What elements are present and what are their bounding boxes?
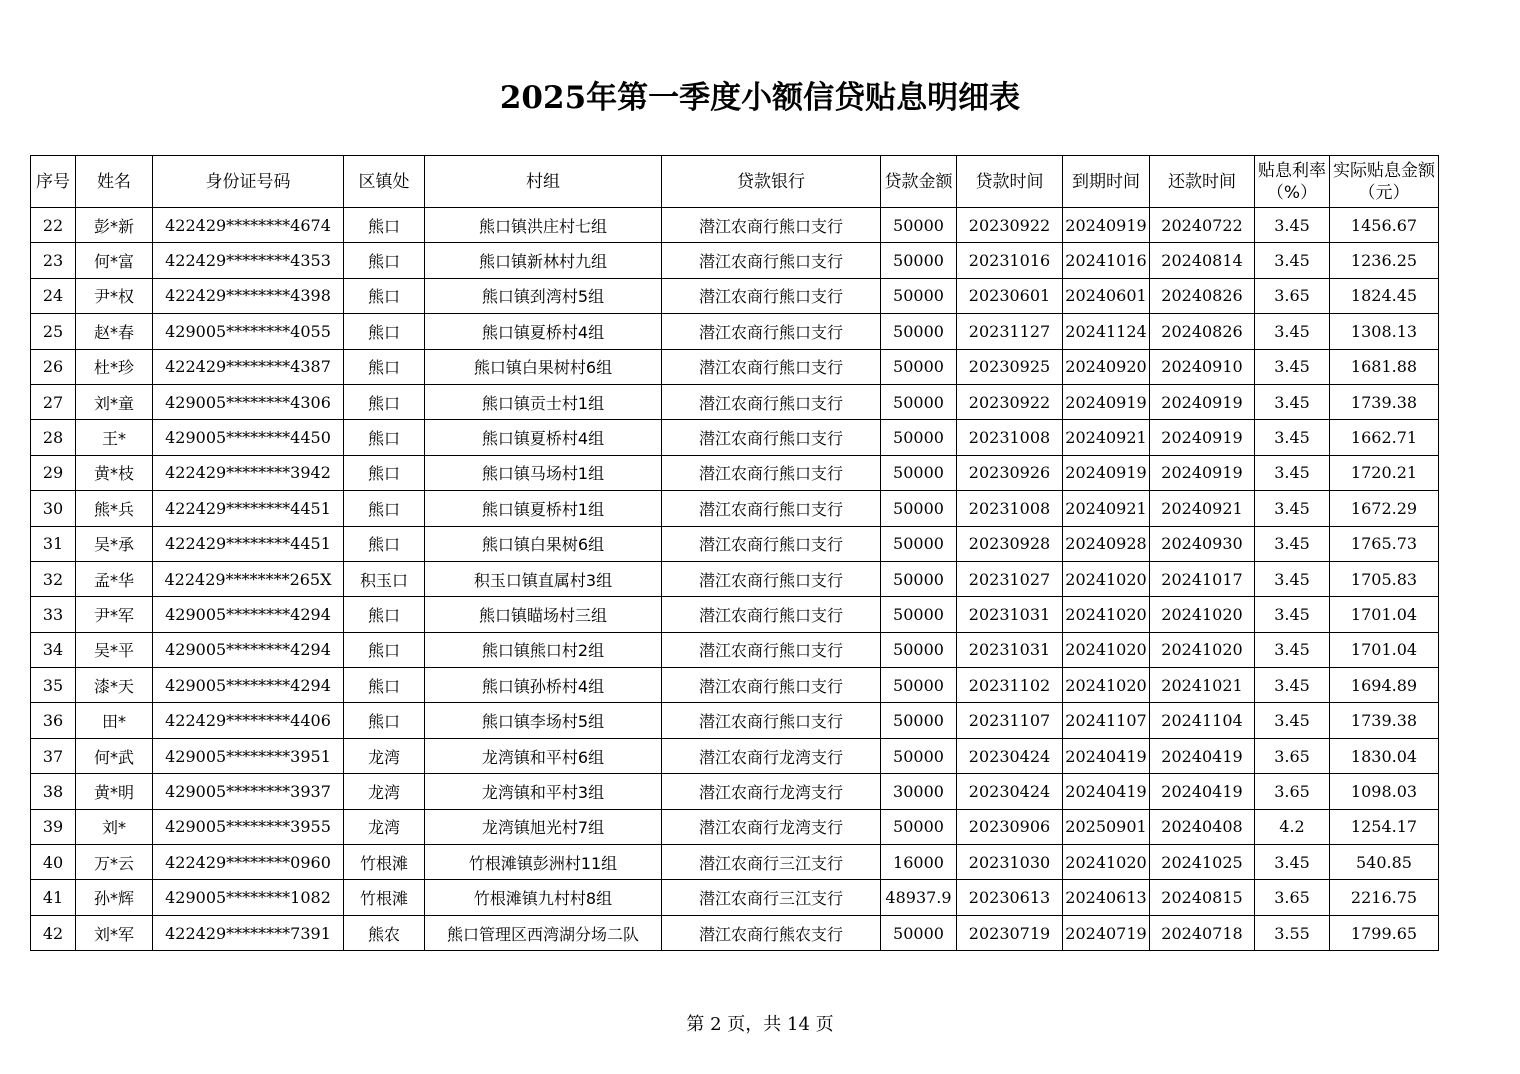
- cell-bank: 潜江农商行熊农支行: [662, 915, 881, 950]
- cell-due-date: 20241016: [1063, 243, 1150, 278]
- cell-loan-date: 20230928: [957, 526, 1063, 561]
- table-row: [31, 597, 1439, 632]
- cell-bank: 潜江农商行熊口支行: [662, 561, 881, 596]
- cell-index: 22: [31, 208, 76, 243]
- cell-id-number: 422429********265X: [153, 561, 344, 596]
- cell-loan-date: 20230922: [957, 384, 1063, 419]
- cell-subsidy-amount: 1662.71: [1330, 420, 1439, 455]
- cell-repay-date: 20240921: [1150, 491, 1255, 526]
- cell-subsidy-rate: 3.45: [1255, 597, 1330, 632]
- cell-bank: 潜江农商行熊口支行: [662, 703, 881, 738]
- cell-due-date: 20240928: [1063, 526, 1150, 561]
- cell-index: 35: [31, 668, 76, 703]
- table-row: [31, 632, 1439, 667]
- cell-index: 28: [31, 420, 76, 455]
- cell-subsidy-rate: 3.45: [1255, 208, 1330, 243]
- cell-subsidy-amount: 1254.17: [1330, 809, 1439, 844]
- cell-id-number: 422429********4674: [153, 208, 344, 243]
- cell-due-date: 20240919: [1063, 208, 1150, 243]
- cell-loan-date: 20231127: [957, 314, 1063, 349]
- cell-repay-date: 20240408: [1150, 809, 1255, 844]
- cell-subsidy-rate: 3.45: [1255, 526, 1330, 561]
- cell-id-number: 429005********4306: [153, 384, 344, 419]
- cell-subsidy-amount: 1456.67: [1330, 208, 1439, 243]
- cell-due-date: 20241020: [1063, 845, 1150, 880]
- cell-index: 34: [31, 632, 76, 667]
- header-index: 序号: [31, 156, 76, 208]
- cell-loan-date: 20230922: [957, 208, 1063, 243]
- cell-subsidy-amount: 1824.45: [1330, 278, 1439, 313]
- cell-repay-date: 20240419: [1150, 774, 1255, 809]
- cell-index: 23: [31, 243, 76, 278]
- cell-loan-date: 20231008: [957, 491, 1063, 526]
- table-row: [31, 915, 1439, 950]
- cell-subsidy-amount: 1739.38: [1330, 703, 1439, 738]
- cell-index: 26: [31, 349, 76, 384]
- cell-bank: 潜江农商行龙湾支行: [662, 809, 881, 844]
- cell-district: 竹根滩: [344, 880, 425, 915]
- cell-name: 万*云: [76, 845, 153, 880]
- header-name: 姓名: [76, 156, 153, 208]
- cell-bank: 潜江农商行熊口支行: [662, 526, 881, 561]
- cell-village-group: 熊口镇白果树6组: [425, 526, 662, 561]
- table-header-row: [31, 156, 1439, 208]
- table-row: [31, 845, 1439, 880]
- cell-index: 38: [31, 774, 76, 809]
- cell-loan-date: 20231027: [957, 561, 1063, 596]
- cell-subsidy-amount: 1098.03: [1330, 774, 1439, 809]
- cell-index: 30: [31, 491, 76, 526]
- cell-bank: 潜江农商行熊口支行: [662, 208, 881, 243]
- cell-loan-amount: 50000: [881, 915, 957, 950]
- cell-loan-amount: 50000: [881, 314, 957, 349]
- cell-village-group: 积玉口镇直属村3组: [425, 561, 662, 596]
- cell-subsidy-amount: 540.85: [1330, 845, 1439, 880]
- cell-bank: 潜江农商行熊口支行: [662, 314, 881, 349]
- cell-subsidy-rate: 3.45: [1255, 703, 1330, 738]
- cell-bank: 潜江农商行熊口支行: [662, 243, 881, 278]
- cell-loan-amount: 50000: [881, 208, 957, 243]
- cell-village-group: 熊口镇孙桥村4组: [425, 668, 662, 703]
- cell-bank: 潜江农商行三江支行: [662, 845, 881, 880]
- cell-name: 刘*军: [76, 915, 153, 950]
- cell-id-number: 429005********1082: [153, 880, 344, 915]
- cell-village-group: 熊口镇夏桥村1组: [425, 491, 662, 526]
- cell-id-number: 422429********4387: [153, 349, 344, 384]
- cell-index: 24: [31, 278, 76, 313]
- table-row: [31, 491, 1439, 526]
- cell-id-number: 422429********0960: [153, 845, 344, 880]
- cell-loan-date: 20231008: [957, 420, 1063, 455]
- cell-district: 熊口: [344, 208, 425, 243]
- cell-name: 黄*明: [76, 774, 153, 809]
- cell-loan-amount: 50000: [881, 243, 957, 278]
- cell-district: 熊农: [344, 915, 425, 950]
- cell-due-date: 20240719: [1063, 915, 1150, 950]
- cell-bank: 潜江农商行熊口支行: [662, 668, 881, 703]
- cell-id-number: 429005********3955: [153, 809, 344, 844]
- table-row: [31, 738, 1439, 773]
- cell-subsidy-amount: 1830.04: [1330, 738, 1439, 773]
- cell-subsidy-rate: 3.45: [1255, 314, 1330, 349]
- header-village-group: 村组: [425, 156, 662, 208]
- cell-name: 彭*新: [76, 208, 153, 243]
- cell-village-group: 熊口镇瞄场村三组: [425, 597, 662, 632]
- table-row: [31, 561, 1439, 596]
- page-footer: 第 2 页，共 14 页: [686, 1014, 834, 1035]
- table-row: [31, 774, 1439, 809]
- cell-id-number: 422429********4398: [153, 278, 344, 313]
- cell-name: 田*: [76, 703, 153, 738]
- cell-loan-date: 20230424: [957, 738, 1063, 773]
- cell-name: 孟*华: [76, 561, 153, 596]
- cell-village-group: 熊口镇夏桥村4组: [425, 420, 662, 455]
- cell-subsidy-amount: 1681.88: [1330, 349, 1439, 384]
- cell-district: 熊口: [344, 349, 425, 384]
- cell-repay-date: 20240910: [1150, 349, 1255, 384]
- cell-bank: 潜江农商行熊口支行: [662, 491, 881, 526]
- cell-district: 熊口: [344, 526, 425, 561]
- cell-index: 31: [31, 526, 76, 561]
- cell-id-number: 429005********4450: [153, 420, 344, 455]
- cell-due-date: 20240613: [1063, 880, 1150, 915]
- cell-village-group: 熊口镇夏桥村4组: [425, 314, 662, 349]
- cell-loan-date: 20230601: [957, 278, 1063, 313]
- cell-subsidy-amount: 1701.04: [1330, 632, 1439, 667]
- cell-repay-date: 20241017: [1150, 561, 1255, 596]
- cell-due-date: 20241020: [1063, 597, 1150, 632]
- cell-name: 吴*平: [76, 632, 153, 667]
- table-row: [31, 208, 1439, 243]
- cell-subsidy-rate: 3.55: [1255, 915, 1330, 950]
- cell-village-group: 熊口镇马场村1组: [425, 455, 662, 490]
- table-row: [31, 278, 1439, 313]
- cell-district: 熊口: [344, 278, 425, 313]
- cell-name: 王*: [76, 420, 153, 455]
- cell-loan-amount: 50000: [881, 278, 957, 313]
- cell-district: 龙湾: [344, 738, 425, 773]
- cell-loan-date: 20231030: [957, 845, 1063, 880]
- cell-village-group: 熊口镇新林村九组: [425, 243, 662, 278]
- cell-repay-date: 20241021: [1150, 668, 1255, 703]
- cell-loan-amount: 50000: [881, 349, 957, 384]
- cell-due-date: 20250901: [1063, 809, 1150, 844]
- cell-name: 尹*权: [76, 278, 153, 313]
- cell-due-date: 20240921: [1063, 420, 1150, 455]
- cell-bank: 潜江农商行熊口支行: [662, 384, 881, 419]
- cell-loan-amount: 50000: [881, 668, 957, 703]
- cell-name: 赵*春: [76, 314, 153, 349]
- cell-index: 42: [31, 915, 76, 950]
- cell-repay-date: 20240930: [1150, 526, 1255, 561]
- cell-loan-amount: 50000: [881, 632, 957, 667]
- cell-index: 39: [31, 809, 76, 844]
- cell-district: 熊口: [344, 597, 425, 632]
- cell-village-group: 熊口镇白果树村6组: [425, 349, 662, 384]
- cell-index: 25: [31, 314, 76, 349]
- cell-id-number: 429005********4294: [153, 668, 344, 703]
- cell-loan-date: 20231107: [957, 703, 1063, 738]
- cell-bank: 潜江农商行龙湾支行: [662, 774, 881, 809]
- cell-loan-amount: 50000: [881, 597, 957, 632]
- cell-repay-date: 20240826: [1150, 314, 1255, 349]
- cell-repay-date: 20241104: [1150, 703, 1255, 738]
- cell-index: 40: [31, 845, 76, 880]
- cell-loan-date: 20230925: [957, 349, 1063, 384]
- cell-district: 熊口: [344, 455, 425, 490]
- cell-village-group: 竹根滩镇九村村8组: [425, 880, 662, 915]
- table-row: [31, 384, 1439, 419]
- cell-district: 熊口: [344, 668, 425, 703]
- cell-bank: 潜江农商行熊口支行: [662, 632, 881, 667]
- header-subsidy-amount: 实际贴息金额（元）: [1330, 156, 1439, 208]
- cell-name: 黄*枝: [76, 455, 153, 490]
- table-row: [31, 349, 1439, 384]
- cell-id-number: 422429********4406: [153, 703, 344, 738]
- cell-due-date: 20241124: [1063, 314, 1150, 349]
- cell-repay-date: 20240419: [1150, 738, 1255, 773]
- cell-loan-date: 20230613: [957, 880, 1063, 915]
- cell-due-date: 20240419: [1063, 774, 1150, 809]
- cell-district: 熊口: [344, 314, 425, 349]
- cell-repay-date: 20240815: [1150, 880, 1255, 915]
- cell-id-number: 422429********4353: [153, 243, 344, 278]
- cell-repay-date: 20240718: [1150, 915, 1255, 950]
- cell-bank: 潜江农商行熊口支行: [662, 278, 881, 313]
- table-row: [31, 703, 1439, 738]
- table-row: [31, 420, 1439, 455]
- cell-loan-date: 20231031: [957, 632, 1063, 667]
- header-repay-date: 还款时间: [1150, 156, 1255, 208]
- cell-subsidy-rate: 3.45: [1255, 349, 1330, 384]
- cell-repay-date: 20241020: [1150, 632, 1255, 667]
- cell-repay-date: 20240919: [1150, 384, 1255, 419]
- cell-subsidy-amount: 1672.29: [1330, 491, 1439, 526]
- cell-subsidy-rate: 3.45: [1255, 668, 1330, 703]
- cell-bank: 潜江农商行熊口支行: [662, 420, 881, 455]
- cell-id-number: 422429********3942: [153, 455, 344, 490]
- cell-village-group: 龙湾镇旭光村7组: [425, 809, 662, 844]
- cell-district: 熊口: [344, 632, 425, 667]
- cell-name: 刘*: [76, 809, 153, 844]
- cell-name: 何*武: [76, 738, 153, 773]
- cell-due-date: 20241107: [1063, 703, 1150, 738]
- cell-district: 熊口: [344, 491, 425, 526]
- cell-name: 吴*承: [76, 526, 153, 561]
- cell-index: 36: [31, 703, 76, 738]
- table-row: [31, 526, 1439, 561]
- cell-name: 杜*珍: [76, 349, 153, 384]
- cell-subsidy-amount: 1236.25: [1330, 243, 1439, 278]
- cell-loan-amount: 50000: [881, 703, 957, 738]
- cell-district: 龙湾: [344, 774, 425, 809]
- cell-repay-date: 20240826: [1150, 278, 1255, 313]
- cell-due-date: 20240920: [1063, 349, 1150, 384]
- cell-subsidy-rate: 3.65: [1255, 738, 1330, 773]
- cell-subsidy-amount: 1694.89: [1330, 668, 1439, 703]
- cell-repay-date: 20241025: [1150, 845, 1255, 880]
- cell-loan-amount: 50000: [881, 526, 957, 561]
- cell-district: 熊口: [344, 384, 425, 419]
- cell-district: 积玉口: [344, 561, 425, 596]
- cell-subsidy-amount: 1308.13: [1330, 314, 1439, 349]
- cell-repay-date: 20240919: [1150, 455, 1255, 490]
- cell-bank: 潜江农商行熊口支行: [662, 349, 881, 384]
- cell-district: 熊口: [344, 703, 425, 738]
- cell-due-date: 20240921: [1063, 491, 1150, 526]
- cell-district: 竹根滩: [344, 845, 425, 880]
- cell-village-group: 龙湾镇和平村6组: [425, 738, 662, 773]
- header-id-number: 身份证号码: [153, 156, 344, 208]
- table-row: [31, 880, 1439, 915]
- cell-id-number: 429005********4294: [153, 597, 344, 632]
- cell-subsidy-amount: 1739.38: [1330, 384, 1439, 419]
- cell-id-number: 429005********3937: [153, 774, 344, 809]
- table-row: [31, 314, 1439, 349]
- cell-name: 何*富: [76, 243, 153, 278]
- header-district: 区镇处: [344, 156, 425, 208]
- cell-loan-date: 20230424: [957, 774, 1063, 809]
- cell-loan-date: 20230719: [957, 915, 1063, 950]
- header-due-date: 到期时间: [1063, 156, 1150, 208]
- cell-repay-date: 20240722: [1150, 208, 1255, 243]
- cell-id-number: 422429********4451: [153, 526, 344, 561]
- cell-due-date: 20241020: [1063, 668, 1150, 703]
- cell-index: 33: [31, 597, 76, 632]
- cell-village-group: 熊口镇洪庄村七组: [425, 208, 662, 243]
- cell-id-number: 429005********4055: [153, 314, 344, 349]
- cell-subsidy-rate: 4.2: [1255, 809, 1330, 844]
- cell-subsidy-amount: 1705.83: [1330, 561, 1439, 596]
- table-row: [31, 455, 1439, 490]
- cell-bank: 潜江农商行熊口支行: [662, 597, 881, 632]
- cell-name: 孙*辉: [76, 880, 153, 915]
- header-bank: 贷款银行: [662, 156, 881, 208]
- cell-id-number: 422429********4451: [153, 491, 344, 526]
- cell-village-group: 熊口镇熊口村2组: [425, 632, 662, 667]
- cell-village-group: 熊口镇李场村5组: [425, 703, 662, 738]
- cell-loan-amount: 50000: [881, 491, 957, 526]
- cell-subsidy-rate: 3.45: [1255, 243, 1330, 278]
- cell-subsidy-amount: 1701.04: [1330, 597, 1439, 632]
- cell-subsidy-rate: 3.45: [1255, 845, 1330, 880]
- cell-repay-date: 20241020: [1150, 597, 1255, 632]
- cell-index: 37: [31, 738, 76, 773]
- cell-due-date: 20240919: [1063, 384, 1150, 419]
- cell-id-number: 429005********4294: [153, 632, 344, 667]
- cell-subsidy-rate: 3.45: [1255, 561, 1330, 596]
- cell-index: 41: [31, 880, 76, 915]
- cell-village-group: 竹根滩镇彭洲村11组: [425, 845, 662, 880]
- cell-bank: 潜江农商行熊口支行: [662, 455, 881, 490]
- cell-repay-date: 20240814: [1150, 243, 1255, 278]
- cell-subsidy-rate: 3.45: [1255, 384, 1330, 419]
- cell-loan-date: 20231016: [957, 243, 1063, 278]
- header-loan-amount: 贷款金额: [881, 156, 957, 208]
- table-row: [31, 809, 1439, 844]
- cell-loan-amount: 50000: [881, 420, 957, 455]
- cell-loan-date: 20230926: [957, 455, 1063, 490]
- cell-bank: 潜江农商行三江支行: [662, 880, 881, 915]
- cell-loan-amount: 16000: [881, 845, 957, 880]
- cell-index: 32: [31, 561, 76, 596]
- cell-repay-date: 20240919: [1150, 420, 1255, 455]
- cell-village-group: 龙湾镇和平村3组: [425, 774, 662, 809]
- cell-district: 熊口: [344, 420, 425, 455]
- cell-subsidy-rate: 3.65: [1255, 278, 1330, 313]
- cell-name: 刘*童: [76, 384, 153, 419]
- cell-name: 熊*兵: [76, 491, 153, 526]
- cell-index: 29: [31, 455, 76, 490]
- cell-village-group: 熊口镇刭湾村5组: [425, 278, 662, 313]
- cell-due-date: 20240419: [1063, 738, 1150, 773]
- cell-district: 熊口: [344, 243, 425, 278]
- cell-loan-amount: 50000: [881, 809, 957, 844]
- loan-subsidy-table: [30, 155, 1439, 951]
- cell-loan-amount: 50000: [881, 738, 957, 773]
- cell-subsidy-rate: 3.65: [1255, 774, 1330, 809]
- cell-village-group: 熊口管理区西湾湖分场二队: [425, 915, 662, 950]
- cell-due-date: 20241020: [1063, 561, 1150, 596]
- table-row: [31, 243, 1439, 278]
- cell-subsidy-amount: 1765.73: [1330, 526, 1439, 561]
- cell-due-date: 20240601: [1063, 278, 1150, 313]
- cell-loan-amount: 50000: [881, 561, 957, 596]
- cell-id-number: 429005********3951: [153, 738, 344, 773]
- cell-due-date: 20241020: [1063, 632, 1150, 667]
- cell-loan-amount: 48937.9: [881, 880, 957, 915]
- cell-loan-amount: 50000: [881, 455, 957, 490]
- page-title: 2025年第一季度小额信贷贴息明细表: [499, 80, 1021, 116]
- cell-subsidy-rate: 3.45: [1255, 455, 1330, 490]
- cell-due-date: 20240919: [1063, 455, 1150, 490]
- cell-bank: 潜江农商行龙湾支行: [662, 738, 881, 773]
- cell-loan-amount: 30000: [881, 774, 957, 809]
- cell-subsidy-rate: 3.45: [1255, 420, 1330, 455]
- header-loan-date: 贷款时间: [957, 156, 1063, 208]
- cell-subsidy-rate: 3.45: [1255, 491, 1330, 526]
- cell-loan-date: 20231102: [957, 668, 1063, 703]
- cell-subsidy-amount: 1799.65: [1330, 915, 1439, 950]
- cell-name: 尹*军: [76, 597, 153, 632]
- cell-loan-date: 20231031: [957, 597, 1063, 632]
- cell-index: 27: [31, 384, 76, 419]
- cell-id-number: 422429********7391: [153, 915, 344, 950]
- table-row: [31, 668, 1439, 703]
- cell-district: 龙湾: [344, 809, 425, 844]
- cell-name: 漆*天: [76, 668, 153, 703]
- header-subsidy-rate: 贴息利率（%）: [1255, 156, 1330, 208]
- cell-subsidy-rate: 3.45: [1255, 632, 1330, 667]
- cell-loan-amount: 50000: [881, 384, 957, 419]
- cell-loan-date: 20230906: [957, 809, 1063, 844]
- cell-subsidy-rate: 3.65: [1255, 880, 1330, 915]
- cell-village-group: 熊口镇贡士村1组: [425, 384, 662, 419]
- cell-subsidy-amount: 2216.75: [1330, 880, 1439, 915]
- cell-subsidy-amount: 1720.21: [1330, 455, 1439, 490]
